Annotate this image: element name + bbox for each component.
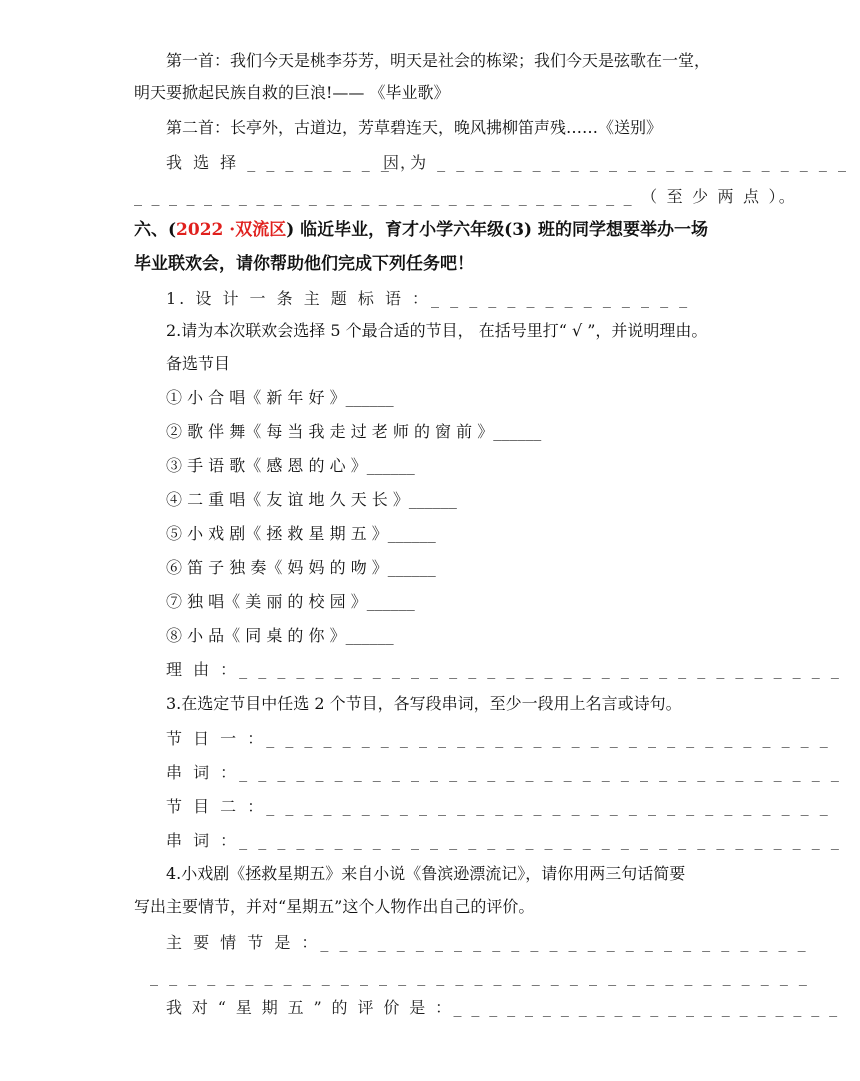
program-item[interactable]: ⑥ 笛 子 独 奏《 妈 妈 的 吻 》______ [166, 558, 436, 577]
evaluation-blank[interactable]: 我 对 “ 星 期 五 ” 的 评 价 是 ：_ _ _ _ _ _ _ _ _ _ _ _ _ _ _ _ _ _ _ _ _ _ [166, 998, 840, 1017]
because-blank-line2[interactable]: _ _ _ _ _ _ _ _ _ _ _ _ _ _ _ _ _ _ _ _ _ _ _ _ _ _ _ _ _ （ 至 少 两 点 ）。 [134, 187, 797, 206]
task4-continued: 写出主要情节，并对“星期五”这个人物作出自己的评价。 [134, 897, 535, 916]
lyrics2-blank[interactable]: 串 词 ：_ _ _ _ _ _ _ _ _ _ _ _ _ _ _ _ _ _ _ _ _ _ _ _ _ _ _ _ _ _ _ _ [166, 831, 842, 850]
program1-blank[interactable]: 节 日 一 ：_ _ _ _ _ _ _ _ _ _ _ _ _ _ _ _ _ _ _ _ _ _ _ _ _ _ _ _ _ _ [166, 729, 831, 748]
program2-blank[interactable]: 节 目 二 ：_ _ _ _ _ _ _ _ _ _ _ _ _ _ _ _ _ _ _ _ _ _ _ _ _ _ _ _ _ _ [166, 797, 831, 816]
program-item[interactable]: ④ 二 重 唱《 友 谊 地 久 天 长 》______ [166, 490, 457, 509]
task4-instruction: 4.小戏剧《拯救星期五》来自小说《鲁滨逊漂流记》，请你用两三句话简要 [166, 864, 686, 883]
plot-blank[interactable]: 主 要 情 节 是 ：_ _ _ _ _ _ _ _ _ _ _ _ _ _ _ _ _ _ _ _ _ _ _ _ _ _ [166, 933, 809, 952]
question-number: 六、( [134, 220, 177, 240]
song2-line: 第二首：长亭外，古道边，芳草碧连天，晚风拂柳笛声残……《送别》 [166, 118, 663, 137]
question-title-rest: ) 临近毕业，育才小学六年级(3) 班的同学想要举办一场 [286, 220, 708, 240]
song1-line: 第一首：我们今天是桃李芬芳，明天是社会的栋梁；我们今天是弦歌在一堂， [166, 51, 711, 70]
question-source: 2022 ·双流区 [176, 220, 287, 240]
program-heading: 备选节目 [166, 354, 231, 373]
question6-title-line2: 毕业联欢会，请你帮助他们完成下列任务吧！ [134, 254, 474, 274]
program-item[interactable]: ① 小 合 唱《 新 年 好 》______ [166, 388, 394, 407]
program-item[interactable]: ⑦ 独 唱《 美 丽 的 校 园 》______ [166, 592, 415, 611]
task3-instruction: 3.在选定节目中任选 2 个节目，各写段串词，至少一段用上名言或诗句。 [166, 694, 682, 713]
question6-title [134, 219, 708, 241]
program-item[interactable]: ⑤ 小 戏 剧《 拯 救 星 期 五 》______ [166, 524, 436, 543]
task1-slogan[interactable]: 1. 设 计 一 条 主 题 标 语 ：_ _ _ _ _ _ _ _ _ _ _ _ _ _ [166, 289, 691, 308]
program-item[interactable]: ⑧ 小 品《 同 桌 的 你 》______ [166, 626, 394, 645]
song1-continued: 明天要掀起民族自救的巨浪!—— 《毕业歌》 [134, 83, 450, 102]
program-item[interactable]: ② 歌 伴 舞《 每 当 我 走 过 老 师 的 窗 前 》______ [166, 422, 542, 441]
because-blank[interactable]: 因 为 _ _ _ _ _ _ _ _ _ _ _ _ _ _ _ _ _ _ _ _ _ _ [383, 153, 849, 172]
lyrics1-blank[interactable]: 串 词 ：_ _ _ _ _ _ _ _ _ _ _ _ _ _ _ _ _ _ _ _ _ _ _ _ _ _ _ _ _ _ _ _ [166, 763, 842, 782]
reason-blank[interactable]: 理 由 ：_ _ _ _ _ _ _ _ _ _ _ _ _ _ _ _ _ _ _ _ _ _ _ _ _ _ _ _ _ _ _ _ [166, 660, 842, 679]
plot-blank-line2[interactable]: _ _ _ _ _ _ _ _ _ _ _ _ _ _ _ _ _ _ _ _ _ _ _ _ _ _ _ _ _ _ _ _ _ _ _ [150, 967, 810, 986]
choose-blank[interactable]: 我 选 择 _ _ _ _ _ _ _ _ ， [166, 153, 419, 172]
task2-instruction: 2.请为本次联欢会选择 5 个最合适的节目， 在括号里打“ √ ”，并说明理由。 [166, 321, 708, 340]
program-item[interactable]: ③ 手 语 歌《 感 恩 的 心 》______ [166, 456, 415, 475]
